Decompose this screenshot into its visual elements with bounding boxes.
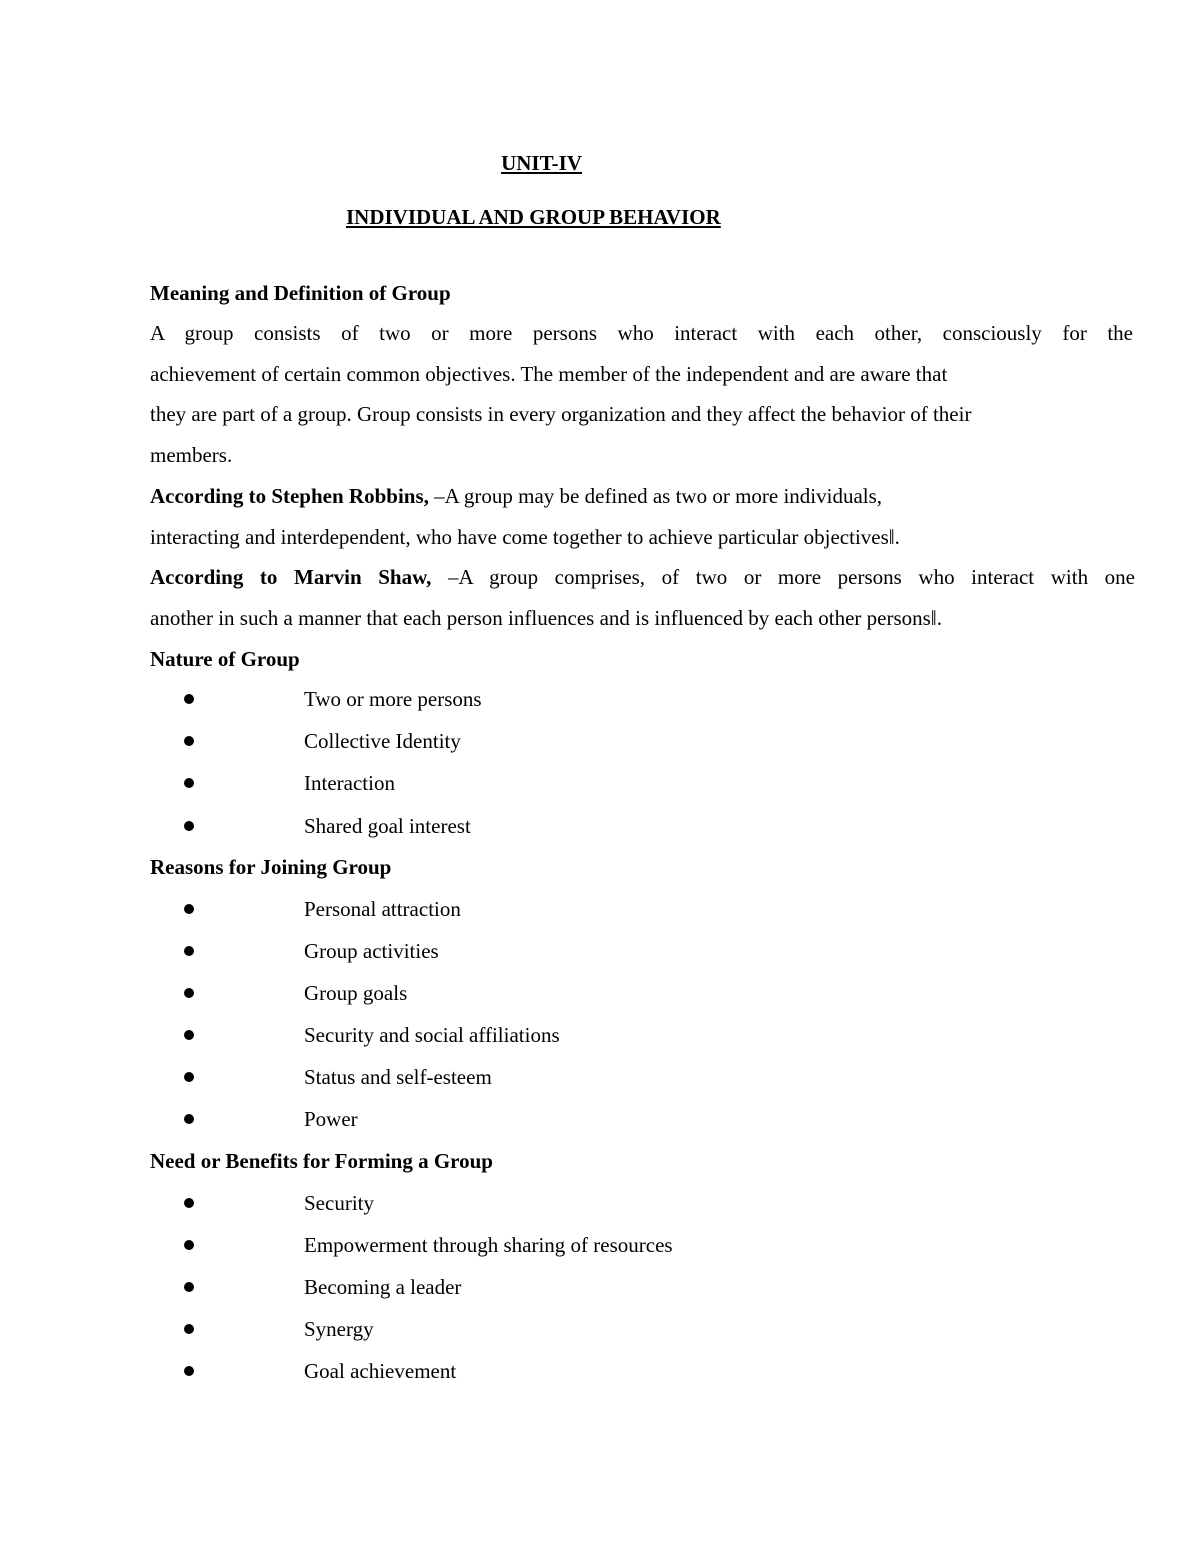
section-heading-reasons: Reasons for Joining Group [150, 855, 392, 879]
robbins-label: According to Stephen Robbins, [150, 484, 429, 508]
bullet-icon [184, 988, 194, 998]
list-item: Interaction [304, 771, 395, 795]
shaw-definition-line2: another in such a manner that each person influences and is influenced by each other persons‖. [150, 606, 942, 630]
shaw-label: According to Marvin Shaw, [150, 565, 432, 589]
unit-title: UNIT-IV [501, 151, 582, 175]
list-item: Becoming a leader [304, 1275, 462, 1299]
bullet-icon [184, 1240, 194, 1250]
paragraph-line: they are part of a group. Group consists in every organization and they affect the behavior of their [150, 402, 972, 426]
list-item: Shared goal interest [304, 814, 471, 838]
shaw-text: –A group comprises, of two or more persons who interact with one [431, 565, 1135, 589]
list-item: Security and social affiliations [304, 1023, 560, 1047]
list-item: Power [304, 1107, 358, 1131]
bullet-icon [184, 1114, 194, 1124]
bullet-icon [184, 736, 194, 746]
bullet-icon [184, 1366, 194, 1376]
bullet-icon [184, 1198, 194, 1208]
paragraph-line: members. [150, 443, 233, 467]
paragraph-line: A group consists of two or more persons who interact with each other, consciously for the [150, 321, 1133, 345]
bullet-icon [184, 1072, 194, 1082]
bullet-icon [184, 1324, 194, 1334]
list-item: Goal achievement [304, 1359, 457, 1383]
section-heading-nature: Nature of Group [150, 647, 300, 671]
bullet-icon [184, 694, 194, 704]
bullet-icon [184, 1030, 194, 1040]
section-heading-benefits: Need or Benefits for Forming a Group [150, 1149, 493, 1173]
bullet-icon [184, 946, 194, 956]
list-item: Synergy [304, 1317, 374, 1341]
list-item: Personal attraction [304, 897, 461, 921]
section-heading-meaning: Meaning and Definition of Group [150, 281, 451, 305]
robbins-definition-line2: interacting and interdependent, who have come together to achieve particular objectives‖. [150, 525, 900, 549]
bullet-icon [184, 821, 194, 831]
bullet-icon [184, 778, 194, 788]
list-item: Two or more persons [304, 687, 482, 711]
list-item: Status and self-esteem [304, 1065, 492, 1089]
list-item: Collective Identity [304, 729, 461, 753]
list-item: Group goals [304, 981, 408, 1005]
page-title: INDIVIDUAL AND GROUP BEHAVIOR [346, 205, 721, 229]
bullet-icon [184, 904, 194, 914]
bullet-icon [184, 1282, 194, 1292]
robbins-definition-line1 [150, 483, 882, 509]
list-item: Group activities [304, 939, 439, 963]
paragraph-line: achievement of certain common objectives. The member of the independent and are aware that [150, 362, 948, 386]
robbins-text: –A group may be defined as two or more individuals, [428, 484, 883, 508]
shaw-definition-line1 [150, 564, 1135, 590]
list-item: Security [304, 1191, 374, 1215]
list-item: Empowerment through sharing of resources [304, 1233, 673, 1257]
